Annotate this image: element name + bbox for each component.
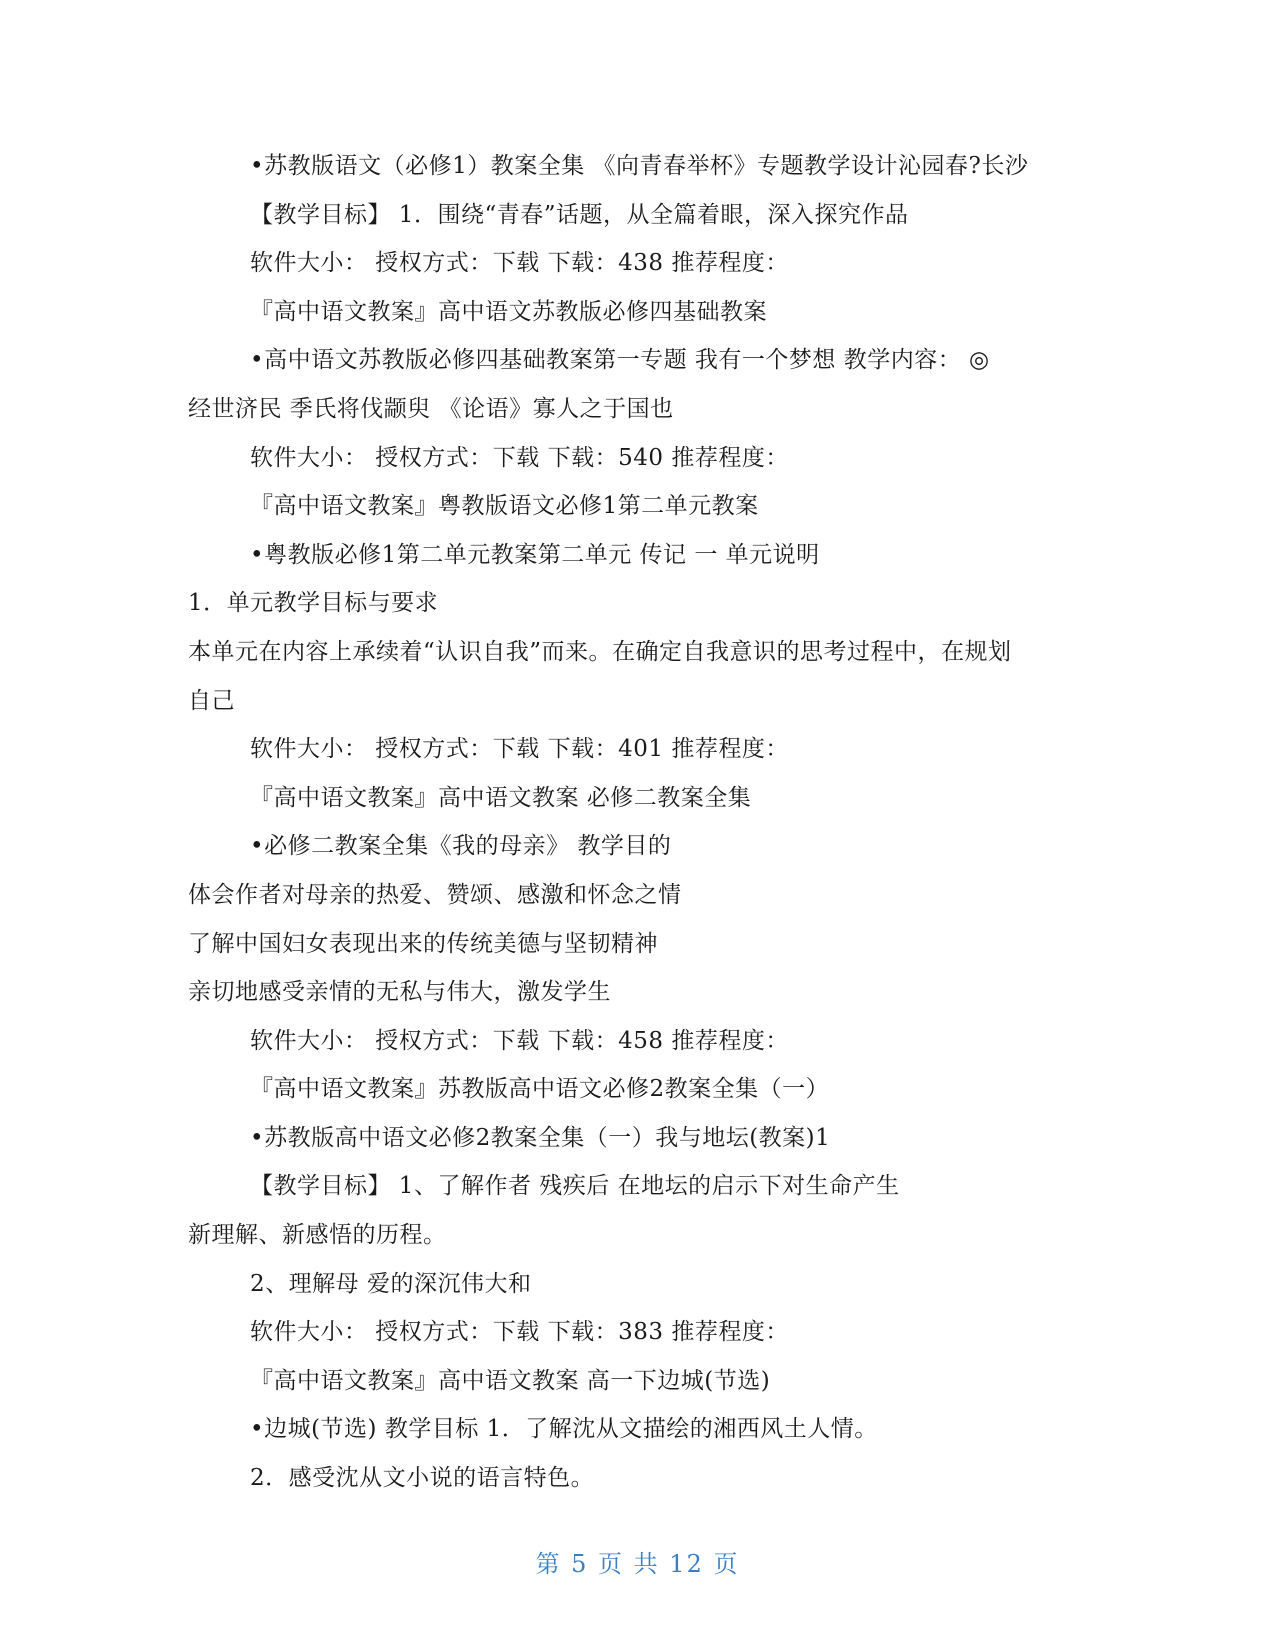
- text-line: 软件大小： 授权方式：下载 下载：401 推荐程度：: [250, 736, 789, 763]
- text-line: 软件大小： 授权方式：下载 下载：438 推荐程度：: [250, 250, 789, 277]
- text-line: 【教学目标】 1、了解作者 残疾后 在地坛的启示下对生命产生: [250, 1173, 900, 1200]
- text-line: •边城(节选) 教学目标 1．了解沈从文描绘的湘西风土人情。: [250, 1416, 878, 1443]
- page-number-footer: 第 5 页 共 12 页: [535, 1550, 740, 1578]
- text-line: 软件大小： 授权方式：下载 下载：458 推荐程度：: [250, 1027, 789, 1054]
- text-line: 『高中语文教案』苏教版高中语文必修2教案全集（一）: [250, 1076, 830, 1103]
- text-line: 1．单元教学目标与要求: [188, 590, 439, 617]
- text-line: 体会作者对母亲的热爱、赞颂、感激和怀念之情: [188, 881, 682, 908]
- text-line: 2、理解母 爱的深沉伟大和: [250, 1270, 532, 1297]
- text-line: 亲切地感受亲情的无私与伟大，激发学生: [188, 979, 611, 1006]
- text-line: 本单元在内容上承续着“认识自我”而来。在确定自我意识的思考过程中，在规划: [188, 638, 1012, 665]
- text-line: 『高中语文教案』高中语文苏教版必修四基础教案: [250, 298, 767, 325]
- text-line: •高中语文苏教版必修四基础教案第一专题 我有一个梦想 教学内容： ◎: [250, 347, 990, 374]
- text-line: •粤教版必修1第二单元教案第二单元 传记 一 单元说明: [250, 541, 820, 568]
- text-line: •苏教版高中语文必修2教案全集（一）我与地坛(教案)1: [250, 1124, 831, 1151]
- text-line: 『高中语文教案』粤教版语文必修1第二单元教案: [250, 493, 759, 520]
- text-line: 了解中国妇女表现出来的传统美德与坚韧精神: [188, 930, 658, 957]
- text-line: 软件大小： 授权方式：下载 下载：540 推荐程度：: [250, 444, 789, 471]
- text-line: 软件大小： 授权方式：下载 下载：383 推荐程度：: [250, 1319, 789, 1346]
- document-body: [188, 142, 1088, 1503]
- text-line: 2．感受沈从文小说的语言特色。: [250, 1465, 595, 1492]
- text-line: 『高中语文教案』高中语文教案 必修二教案全集: [250, 784, 752, 811]
- text-line: 自己: [188, 687, 235, 714]
- text-line: •必修二教案全集《我的母亲》 教学目的: [250, 833, 672, 860]
- text-line: 新理解、新感悟的历程。: [188, 1222, 447, 1249]
- text-line: 『高中语文教案』高中语文教案 高一下边城(节选): [250, 1367, 771, 1394]
- text-line: 经世济民 季氏将伐颛臾 《论语》寡人之于国也: [188, 395, 674, 422]
- text-line: •苏教版语文（必修1）教案全集 《向青春举杯》专题教学设计沁园春?长沙: [250, 153, 1029, 179]
- text-line: 【教学目标】 1．围绕“青春”话题，从全篇着眼，深入探究作品: [250, 201, 909, 228]
